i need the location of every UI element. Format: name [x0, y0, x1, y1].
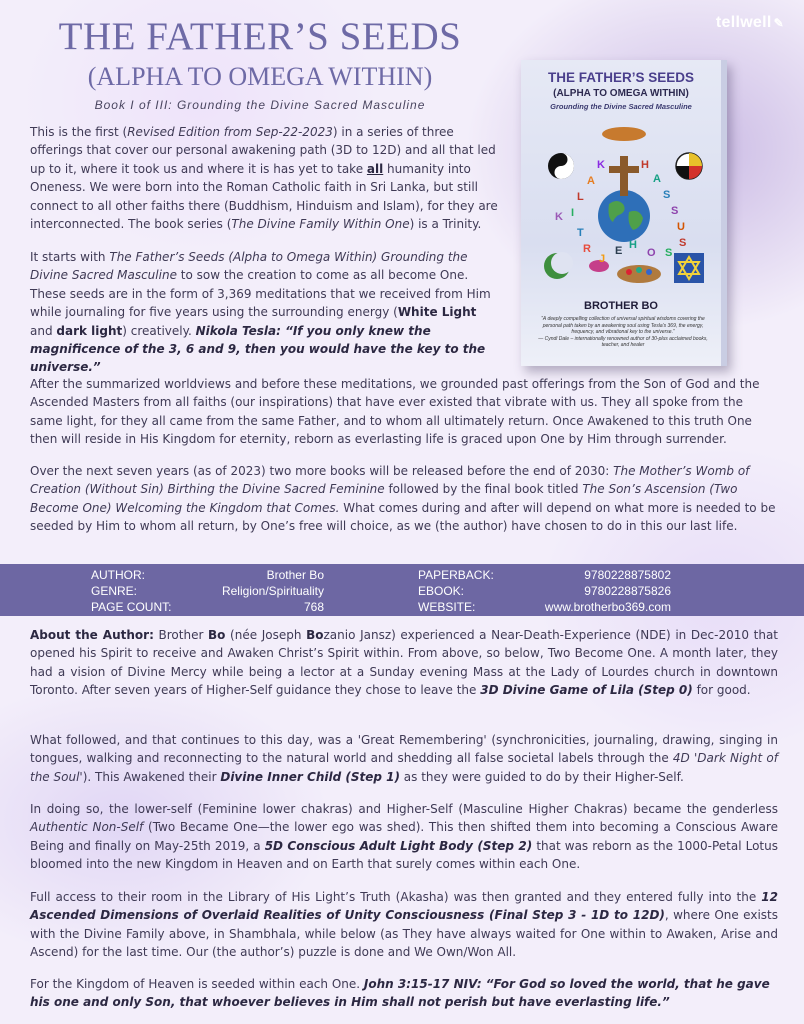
about-paragraph-1: About the Author: Brother Bo (née Joseph Bozanio Jansz) experienced a Near-Death-Experience (NDE) in Dec-2010 that opened his Spirit to receive and Awaken Christ’s Spirit within. From above, so below, Two Become One. A month later, they had a vision of Divine Mercy while being a lector at a Sunday evening Mass at the Lady of Lourdes church in downtown Toronto. After seven years of Higher-Self guidance they chose to leave the 3D Divine Game of Lila (Step 0) for good. — [30, 628, 779, 698]
cover-subtitle: (ALPHA TO OMEGA WITHIN) — [553, 88, 689, 99]
book-cover — [521, 60, 727, 366]
cover-letter: S — [679, 237, 687, 249]
paperback-label: PAPERBACK: — [418, 568, 494, 582]
page-count-label: PAGE COUNT: — [91, 600, 172, 614]
cover-letter: I — [571, 207, 575, 219]
cover-letter: K — [597, 159, 605, 171]
website-label: WEBSITE: — [418, 600, 476, 614]
website-link[interactable]: www.brotherbo369.com — [544, 600, 671, 614]
globe-icon — [598, 190, 650, 242]
cover-letter: S — [671, 205, 679, 217]
author-label: AUTHOR: — [91, 568, 145, 582]
book-info-band — [0, 564, 804, 616]
cover-letter: O — [647, 247, 656, 259]
about-paragraph-5: For the Kingdom of Heaven is seeded within each One. John 3:15-17 NIV: “For God so loved the world, that he gave his one and only Son, that whoever believes in Him shall not perish but have everlasting life.” — [30, 977, 770, 1010]
cover-letter: A — [587, 175, 595, 187]
cover-letter: S — [665, 247, 673, 259]
cover-letter: U — [677, 221, 685, 233]
yin-yang-icon — [548, 153, 574, 179]
page-count-value: 768 — [303, 600, 324, 614]
cover-blurb: “A deeply compelling collection of universal spiritual wisdoms covering the personal path taken by an awakening soul using Tesla’s 369, the energy, frequency, and vibrational key to the universe.” — Cyndi Dale – internationally renowned author of 30-plus acclaimed books, teacher, and healer — [538, 316, 708, 348]
cross-icon — [609, 156, 639, 196]
about-paragraph-2: What followed, and that continues to this day, was a 'Great Remembering' (synchronicities, journaling, drawing, singing in tongues, walking and reconnecting to the natural world and shedding all false societal labels through the 4D 'Dark Night of the Soul'). This Awakened their Divine Inner Child (Step 1) as they were guided to do by their Higher-Self. — [30, 733, 778, 784]
page-subtitle: (ALPHA TO OMEGA WITHIN) — [87, 62, 433, 91]
about-paragraph-4: Full access to their room in the Library of His Light’s Truth (Akasha) was then granted and they entered fully into the 12 Ascended Dimensions of Overlaid Realities of Unity Consciousness (Final Step 3 - 1D to 12D), where One exists with the Divine Family above, in Shambhala, while below (as They have always waited for One within to Awaken, Arise and Ascend) for the last time. Our (the author’s) puzzle is done and We Own/Won All. — [30, 890, 778, 960]
genre-label: GENRE: — [91, 584, 138, 598]
book-icon: ✎ — [773, 16, 784, 30]
cover-letter: K — [555, 211, 563, 223]
intro-paragraph-3: After the summarized worldviews and before these meditations, we grounded past offerings from the Son of God and the Ascended Masters from all faiths (our inspirations) that have ever existed that vibrate with us. They all spoke from the same light, for they all came from the same Father, and to whom all ultimately return. Once Awakened to this truth One then will reside in His Kingdom for eternity, reborn as everlasting life is graced upon One by Him through surrender. — [30, 377, 760, 447]
intro-paragraph-4: Over the next seven years (as of 2023) two more books will be released before the end of 2030: The Mother’s Womb of Creation (Without Sin) Birthing the Divine Sacred Feminine followed by the final book titled The Son’s Ascension (Two Become One) Welcoming the Kingdom that Comes. What comes during and after will depend on what more is needed to be seeded by Him to whom all return, by One’s free will choice, as we (the author) have chosen to do in this our last life. — [30, 464, 776, 534]
cover-letter: E — [615, 245, 623, 257]
publisher-logo-text: tellwell — [715, 14, 772, 31]
star-of-david-icon — [674, 253, 704, 283]
page-title: THE FATHER’S SEEDS — [58, 15, 462, 58]
author-value: Brother Bo — [266, 568, 324, 582]
cover-illustration — [529, 116, 719, 294]
cover-letter: H — [641, 159, 649, 171]
cover-letter: A — [653, 173, 661, 185]
intro-paragraph-1: This is the first (Revised Edition from Sep-22-2023) in a series of three offerings that cover our personal awakening path (3D to 12D) and all that led up to it, where it took us and where it is has yet to take all humanity into Oneness. We were born into the Roman Catholic faith in Sri Lanka, but still connect to all other faiths there (Buddhism, Hinduism and Islam), for they are interconnected. The book series (The Divine Family Within One) is a Trinity. — [30, 125, 498, 232]
cover-letter: S — [663, 189, 671, 201]
ebook-isbn: 9780228875826 — [584, 584, 671, 598]
about-paragraph-3: In doing so, the lower-self (Feminine lower chakras) and Higher-Self (Masculine Higher Chakras) became the genderless Authentic Non-Self (Two Became One—the lower ego was shed). This then shifted them into becoming a Conscious Aware Being and finally on May-25th 2019, a 5D Conscious Adult Light Body (Step 2) that was reborn as the 1000-Petal Lotus bloomed into the new Kingdom in Heaven and on Earth that surely comes within each One. — [30, 802, 778, 872]
cover-letter: J — [599, 253, 606, 265]
paperback-isbn: 9780228875802 — [584, 568, 671, 582]
series-tagline: Book I of III: Grounding the Divine Sacred Masculine — [94, 98, 426, 112]
cover-letter: R — [583, 243, 591, 255]
intro-paragraph-2: It starts with The Father’s Seeds (Alpha to Omega Within) Grounding the Divine Sacred Masculine to sow the creation to come as all become One. These seeds are in the form of 3,369 meditations that we received from Him while journaling for five years using the surrounding energy (White Light and dark light) creatively. Nikola Tesla: “If you only knew the magnificence of the 3, 6 and 9, then you would have the key to the universe.” — [30, 250, 491, 375]
crescent-icon — [544, 252, 573, 279]
cover-letter: T — [577, 227, 584, 239]
cover-title: THE FATHER’S SEEDS — [547, 70, 695, 85]
genre-value: Religion/Spirituality — [221, 584, 324, 598]
cover-letter: L — [577, 191, 584, 203]
publisher-logo — [716, 14, 784, 32]
medicine-wheel-icon — [676, 153, 702, 179]
ebook-label: EBOOK: — [418, 584, 465, 598]
cover-letter: H — [629, 239, 637, 251]
cover-tagline: Grounding the Divine Sacred Masculine — [550, 102, 692, 111]
cover-author: BROTHER BO — [584, 300, 658, 312]
